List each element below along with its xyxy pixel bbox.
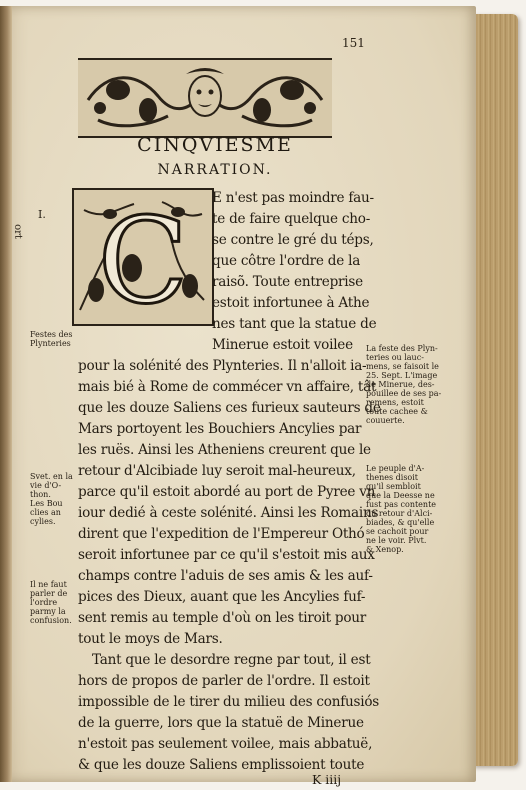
signature-mark: K iiij (312, 772, 342, 787)
margin-note: La feste des Plyn- teries ou lauc- mens, se faisoit le 25. Sept. L'image de Minerue, des- pouillee de ses pa- remens, estoit toute cachee & couuerte. (366, 344, 442, 425)
margin-note: Festes des Plynteries (30, 330, 73, 348)
text-line: se contre le gré du téps, (212, 232, 374, 248)
text-line: n'estoit pas seulement voilee, mais abbatuë, (78, 736, 373, 752)
text-line: te de faire quelque cho- (212, 211, 371, 227)
book-fore-edge (472, 14, 518, 766)
text-line: seroit infortunee par ce qu'il s'estoit mis aux (78, 547, 375, 563)
book-spine-shadow (0, 6, 12, 782)
text-line: & que les douze Saliens emplissoient toute (78, 757, 365, 773)
text-line: iour dedié à ceste solénité. Ainsi les Romains (78, 505, 379, 521)
text-line: retour d'Alcibiade luy seroit mal-heureux, (78, 463, 356, 479)
decorated-initial-icon (74, 190, 212, 324)
text-line: de la guerre, lors que la statuë de Minerue (78, 715, 364, 731)
text-line: nes tant que la statue de (212, 316, 377, 332)
ornamental-headpiece (78, 58, 332, 138)
text-line: que les douze Saliens ces furieux sauteurs de (78, 400, 381, 416)
text-line: mais bié à Rome de commécer vn affaire, tât (78, 379, 377, 395)
floral-ornament-icon (78, 60, 332, 136)
text-line: que côtre l'ordre de la (212, 253, 361, 269)
text-line: champs contre l'aduis de ses amis & les auf- (78, 568, 373, 584)
chapter-subtitle: NARRATION. (157, 162, 273, 178)
text-line: les ruës. Ainsi les Atheniens creurent que le (78, 442, 371, 458)
chapter-title: CINQVIESME (137, 134, 293, 156)
text-line: tout le moys de Mars. (78, 631, 223, 647)
text-line: sent remis au temple d'où on les tiroit pour (78, 610, 367, 626)
text-line: Mars portoyent les Bouchiers Ancylies par (78, 421, 362, 437)
page-number: 151 (342, 36, 365, 50)
text-line: hors de propos de parler de l'ordre. Il estoit (78, 673, 370, 689)
text-line: raisõ. Toute entreprise (212, 274, 363, 290)
margin-note: Il ne faut parler de l'ordre parmy la confusion. (30, 580, 72, 625)
text-line: dirent que l'expedition de l'Empereur Othó (78, 526, 365, 542)
text-line: Minerue estoit voilee (212, 337, 353, 353)
section-numeral: I. (38, 208, 46, 221)
margin-note: Le peuple d'A- thenes disoit qu'il sembloit que la Deesse ne fust pas contente du retour d'Alci- biades, & qu'elle se cachoit pour ne le voir. Plvt. & Xenop. (366, 464, 437, 554)
text-line: E n'est pas moindre fau- (212, 190, 374, 206)
drop-cap-letter: C (97, 192, 189, 324)
text-line: pices des Dieux, auant que les Ancylies fuf- (78, 589, 366, 605)
margin-note: Svet. en la vie d'O- thon. Les Bou clies an cylies. (30, 472, 73, 526)
text-line: Tant que le desordre regne par tout, il est (92, 652, 371, 668)
text-line: pour la solénité des Plynteries. Il n'alloit ia- (78, 358, 367, 374)
text-line: impossible de le tirer du milieu des confusiós (78, 694, 379, 710)
text-line: estoit infortunee à Athe (212, 295, 370, 311)
text-line: parce qu'il estoit abordé au port de Pyree vn (78, 484, 376, 500)
decorated-initial (72, 188, 214, 326)
margin-edge-fragment: ort (11, 224, 23, 239)
